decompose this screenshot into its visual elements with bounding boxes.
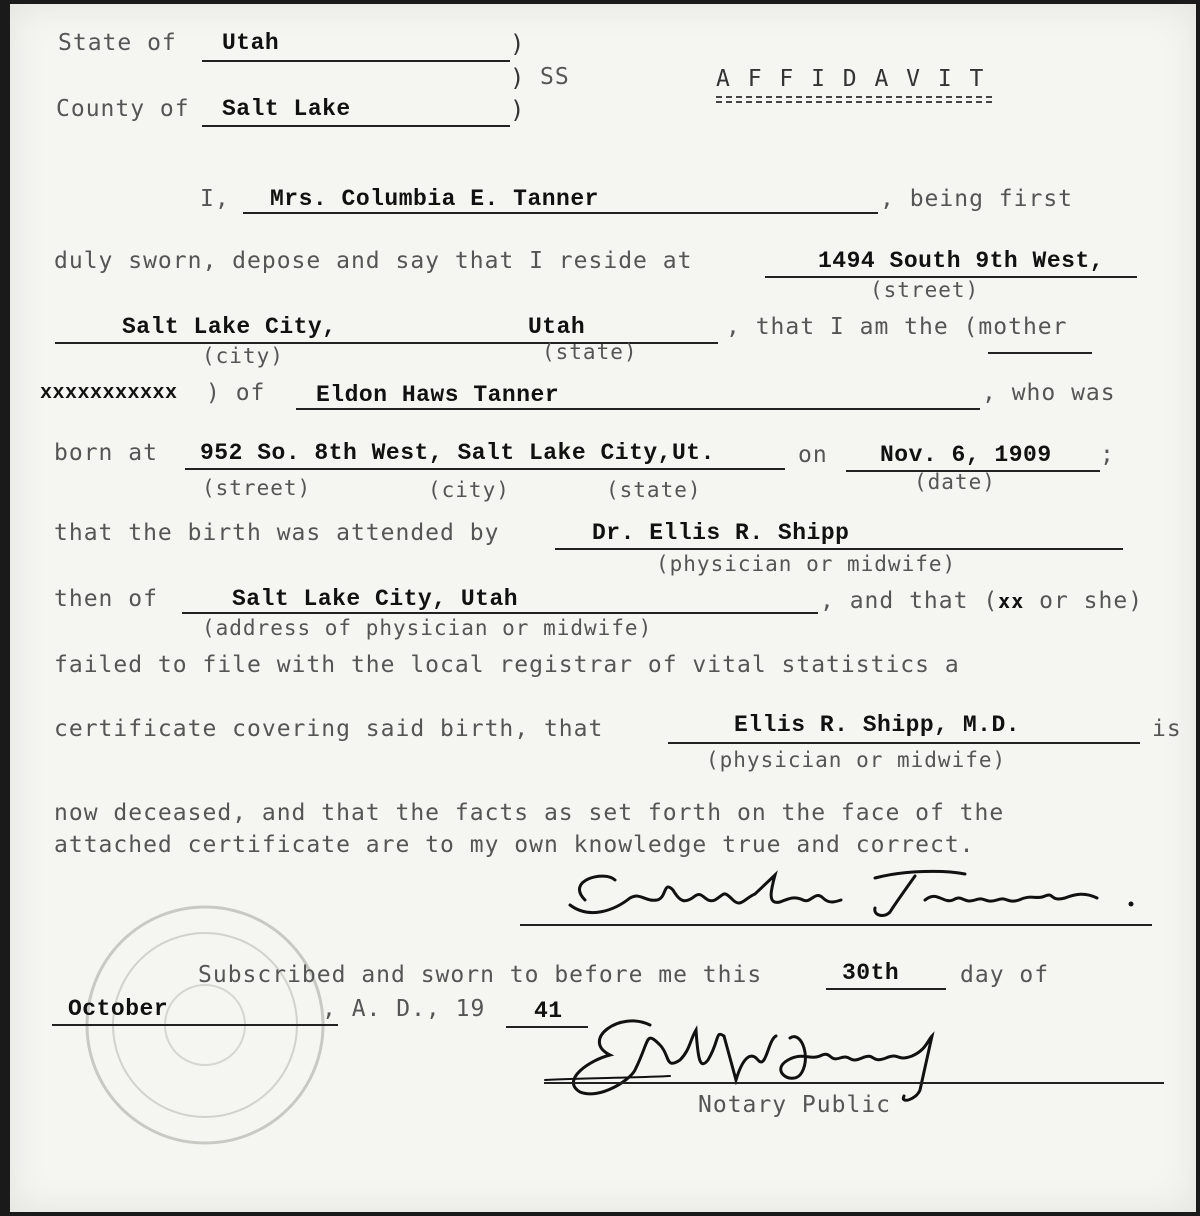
state-value: Utah — [222, 30, 280, 56]
text-is: is — [1152, 716, 1182, 742]
residence-city: Salt Lake City, — [122, 314, 337, 340]
text-then-of: then of — [54, 586, 158, 612]
physician-address: Salt Lake City, Utah — [232, 586, 519, 612]
text-ad-19: , A. D., 19 — [322, 996, 486, 1022]
text-on: on — [798, 442, 828, 468]
text-of: ) of — [206, 380, 266, 406]
attending-physician: Dr. Ellis R. Shipp — [592, 520, 850, 546]
text-subscribed-sworn: Subscribed and sworn to before me this — [198, 962, 763, 988]
jurat-day: 30th — [842, 960, 900, 986]
day-underline — [826, 988, 946, 990]
notary-public-label: Notary Public — [698, 1092, 892, 1118]
birth-place: 952 So. 8th West, Salt Lake City,Ut. — [200, 440, 715, 466]
state-underline — [202, 60, 510, 62]
deceased-underline — [668, 742, 1140, 744]
birth-date: Nov. 6, 1909 — [880, 442, 1052, 468]
affiant-signature-line — [520, 924, 1152, 926]
birth-place-underline — [185, 468, 785, 470]
state-label: State of — [58, 30, 177, 56]
text-that-i-am: , that I am the (mother — [726, 314, 1068, 340]
text-semicolon: ; — [1100, 442, 1115, 468]
caption-address: (address of physician or midwife) — [202, 616, 653, 640]
affiant-signature — [545, 860, 1145, 930]
caption-city: (city) — [202, 344, 284, 368]
title-underline-2 — [716, 101, 992, 103]
text-being-first: , being first — [880, 186, 1074, 212]
affiant-underline — [243, 212, 878, 214]
affidavit-title: A F F I D A V I T — [716, 66, 986, 92]
text-attended-by: that the birth was attended by — [54, 520, 500, 546]
caption-street-2: (street) — [202, 476, 312, 500]
caption-state-2: (state) — [606, 478, 702, 502]
text-who-was: , who was — [982, 380, 1116, 406]
text-and-that: , and that (xx or she) — [820, 588, 1144, 614]
address-underline — [182, 612, 818, 614]
text-day-of: day of — [960, 962, 1050, 988]
caption-street: (street) — [870, 278, 980, 302]
county-value: Salt Lake — [222, 96, 351, 122]
ss-label: SS — [540, 64, 570, 90]
notary-signature-line — [544, 1082, 1164, 1084]
deceased-physician: Ellis R. Shipp, M.D. — [734, 712, 1021, 738]
text-failed-to-file: failed to file with the local registrar of vital statistics a — [54, 652, 960, 678]
caption-physician: (physician or midwife) — [656, 552, 957, 576]
brace-bottom: ) — [510, 96, 525, 124]
affiant-name: Mrs. Columbia E. Tanner — [270, 186, 599, 212]
struck-out-text: xxxxxxxxxxx — [40, 382, 178, 405]
child-name: Eldon Haws Tanner — [316, 382, 560, 408]
title-underline-1 — [716, 96, 992, 98]
text-certificate-covering: certificate covering said birth, that — [54, 716, 604, 742]
text-born-at: born at — [54, 440, 158, 466]
text-duly-sworn: duly sworn, depose and say that I reside at — [54, 248, 693, 274]
jurat-year: 41 — [534, 998, 563, 1024]
text-i: I, — [200, 186, 230, 212]
brace-top: ) — [510, 30, 525, 58]
jurat-month: October — [68, 996, 169, 1022]
residence-street: 1494 South 9th West, — [818, 248, 1105, 274]
county-underline — [202, 125, 510, 127]
county-label: County of — [56, 96, 190, 122]
brace-mid: ) — [510, 64, 525, 92]
text-attached-certificate: attached certificate are to my own knowledge true and correct. — [54, 832, 975, 858]
caption-state: (state) — [542, 340, 638, 364]
physician-underline — [555, 548, 1123, 550]
caption-physician-2: (physician or midwife) — [706, 748, 1007, 772]
struck-he: xx — [998, 589, 1025, 613]
text-now-deceased: now deceased, and that the facts as set forth on the face of the — [54, 800, 1005, 826]
caption-city-2: (city) — [428, 478, 510, 502]
child-underline — [296, 408, 980, 410]
caption-date: (date) — [914, 470, 996, 494]
mother-underline — [988, 352, 1092, 354]
residence-state: Utah — [528, 314, 586, 340]
month-underline — [52, 1024, 338, 1026]
